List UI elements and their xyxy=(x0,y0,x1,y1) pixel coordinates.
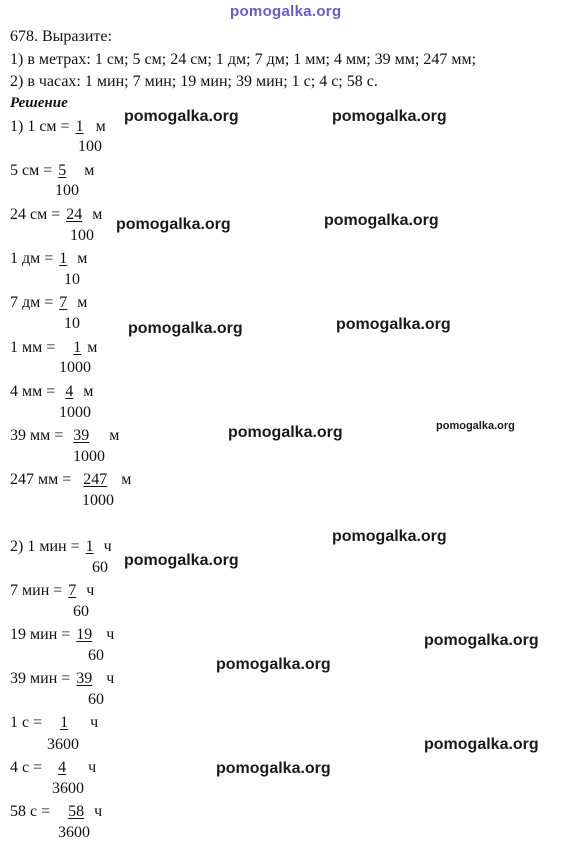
unit: м xyxy=(84,162,95,179)
conversion-row xyxy=(10,759,96,777)
fraction-numerator: 247 xyxy=(83,471,108,488)
fraction-numerator: 19 xyxy=(76,626,93,643)
site-watermark: pomogalka.org xyxy=(216,760,331,777)
conversion-row xyxy=(10,471,131,489)
conversion-row xyxy=(10,714,98,732)
fraction-numerator: 39 xyxy=(73,427,90,444)
fraction-denominator: 3600 xyxy=(58,824,90,841)
fraction-denominator: 1000 xyxy=(59,404,91,421)
task-part1: 1) в метрах: 1 см; 5 см; 24 см; 1 дм; 7 дм; 1 мм; 4 мм; 39 мм; 247 мм; xyxy=(10,51,477,68)
conversion-row xyxy=(10,383,93,401)
unit: м xyxy=(87,339,98,356)
unit: м xyxy=(121,471,132,488)
conversion-prefix: 2) 1 мин = xyxy=(10,538,84,555)
site-watermark: pomogalka.org xyxy=(436,420,515,432)
conversion-row xyxy=(10,670,114,688)
site-watermark: pomogalka.org xyxy=(128,320,243,337)
conversion-row xyxy=(10,339,97,357)
site-watermark: pomogalka.org xyxy=(424,736,539,753)
fraction-denominator: 1000 xyxy=(73,448,105,465)
unit: ч xyxy=(106,626,115,643)
fraction-numerator: 5 xyxy=(58,162,67,179)
conversion-prefix: 24 см = xyxy=(10,206,65,223)
fraction-denominator: 100 xyxy=(55,182,79,199)
conversion-prefix: 4 с = xyxy=(10,759,47,776)
unit: м xyxy=(77,250,88,267)
fraction-denominator: 100 xyxy=(78,138,102,155)
conversion-row xyxy=(10,250,87,268)
conversion-row xyxy=(10,538,112,556)
task-title: 678. Выразите: xyxy=(10,28,112,45)
conversion-prefix: 39 мин = xyxy=(10,670,75,687)
solution-heading: Решение xyxy=(10,95,68,111)
site-watermark: pomogalka.org xyxy=(336,316,451,333)
site-watermark: pomogalka.org xyxy=(228,424,343,441)
fraction-denominator: 60 xyxy=(92,559,108,576)
conversion-prefix: 19 мин = xyxy=(10,626,75,643)
fraction-numerator: 1 xyxy=(75,118,84,135)
conversion-row xyxy=(10,803,102,821)
fraction-numerator: 39 xyxy=(76,670,93,687)
fraction-denominator: 60 xyxy=(73,603,89,620)
site-watermark: pomogalka.org xyxy=(332,108,447,125)
unit: ч xyxy=(103,538,112,555)
fraction-denominator: 100 xyxy=(70,227,94,244)
fraction-denominator: 10 xyxy=(64,315,80,332)
site-watermark: pomogalka.org xyxy=(116,216,231,233)
unit: м xyxy=(77,294,88,311)
task-part2: 2) в часах: 1 мин; 7 мин; 19 мин; 39 мин; 1 с; 4 с; 58 с. xyxy=(10,73,378,90)
conversion-prefix: 4 мм = xyxy=(10,383,60,400)
conversion-row xyxy=(10,118,106,136)
fraction-denominator: 60 xyxy=(88,691,104,708)
conversion-prefix: 7 мин = xyxy=(10,582,67,599)
conversion-prefix: 39 мм = xyxy=(10,427,68,444)
site-watermark-top: pomogalka.org xyxy=(230,3,342,20)
fraction-denominator: 3600 xyxy=(47,736,79,753)
fraction-denominator: 1000 xyxy=(59,359,91,376)
conversion-prefix: 7 дм = xyxy=(10,294,58,311)
fraction-numerator: 1 xyxy=(60,714,69,731)
unit: ч xyxy=(106,670,115,687)
conversion-prefix: 247 мм = xyxy=(10,471,76,488)
fraction-numerator: 1 xyxy=(73,339,82,356)
unit: ч xyxy=(90,714,99,731)
fraction-denominator: 1000 xyxy=(82,492,114,509)
fraction-numerator: 58 xyxy=(68,803,85,820)
fraction-numerator: 7 xyxy=(59,294,68,311)
fraction-numerator: 4 xyxy=(65,383,74,400)
conversion-prefix: 1 дм = xyxy=(10,250,58,267)
unit: м xyxy=(95,118,106,135)
unit: ч xyxy=(88,759,97,776)
conversion-row xyxy=(10,162,94,180)
fraction-numerator: 7 xyxy=(68,582,77,599)
conversion-prefix: 1) 1 см = xyxy=(10,118,74,135)
site-watermark: pomogalka.org xyxy=(124,108,239,125)
conversion-row xyxy=(10,206,102,224)
unit: м xyxy=(109,427,120,444)
site-watermark: pomogalka.org xyxy=(324,212,439,229)
site-watermark: pomogalka.org xyxy=(332,528,447,545)
unit: м xyxy=(92,206,103,223)
fraction-numerator: 1 xyxy=(85,538,94,555)
conversion-row xyxy=(10,427,119,445)
site-watermark: pomogalka.org xyxy=(424,632,539,649)
unit: ч xyxy=(94,803,103,820)
fraction-denominator: 10 xyxy=(64,271,80,288)
conversion-row xyxy=(10,626,114,644)
conversion-row xyxy=(10,582,94,600)
fraction-numerator: 24 xyxy=(66,206,83,223)
conversion-prefix: 58 с = xyxy=(10,803,55,820)
fraction-denominator: 3600 xyxy=(52,780,84,797)
site-watermark: pomogalka.org xyxy=(216,656,331,673)
site-watermark: pomogalka.org xyxy=(124,552,239,569)
conversion-prefix: 1 с = xyxy=(10,714,47,731)
fraction-numerator: 4 xyxy=(58,759,67,776)
unit: ч xyxy=(86,582,95,599)
fraction-denominator: 60 xyxy=(88,647,104,664)
conversion-prefix: 1 мм = xyxy=(10,339,60,356)
fraction-numerator: 1 xyxy=(59,250,68,267)
conversion-row xyxy=(10,294,87,312)
conversion-prefix: 5 см = xyxy=(10,162,57,179)
unit: м xyxy=(83,383,94,400)
